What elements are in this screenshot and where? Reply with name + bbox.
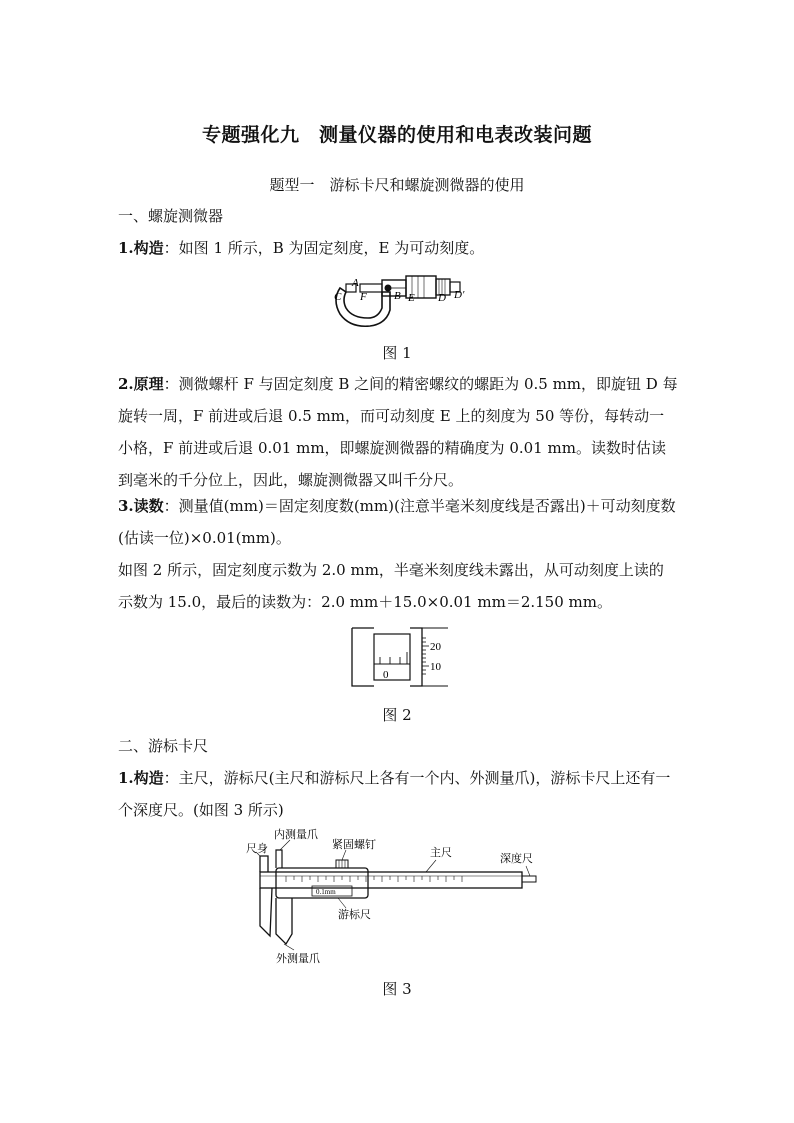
label-C: C (334, 291, 342, 303)
structure-text: ：如图 1 所示，B 为固定刻度，E 为可动刻度。 (163, 239, 485, 257)
label-unit: 0.1mm (316, 888, 336, 896)
label-outer-jaw: 外测量爪 (276, 953, 320, 965)
caliper-fixed-jaw (260, 856, 272, 936)
section2-heading: 二、游标卡尺 (118, 737, 209, 755)
sleeve-scale (374, 634, 410, 680)
reading-text: ：测量值(mm)＝固定刻度数(mm)(注意半毫米刻度线是否露出)＋可动刻度数(估读一位)×0.01(mm)。 (118, 497, 676, 547)
label-E: E (408, 292, 415, 304)
section1-paragraph-reading (118, 490, 678, 554)
section1-paragraph-structure (118, 232, 678, 264)
thimble (410, 628, 422, 686)
label-D: D (438, 292, 446, 304)
figure1-caption: 图 1 (382, 344, 412, 362)
caliper-main-bar (260, 872, 522, 888)
section1-paragraph-principle (118, 368, 678, 496)
section1-paragraph-example: 如图 2 所示，固定刻度示数为 2.0 mm，半毫米刻度线未露出，从可动刻度上读的示数为 15.0，最后的读数为：2.0 mm＋15.0×0.01 mm＝2.150 mm。 (118, 561, 664, 611)
thimble-label-10: 10 (430, 661, 441, 673)
caliper-structure-text: ：主尺，游标尺(主尺和游标尺上各有一个内、外测量爪)，游标卡尺上还有一个深度尺。(如图 3 所示) (118, 769, 671, 819)
vernier-caliper-figure (246, 826, 546, 968)
section1-heading: 一、螺旋测微器 (118, 207, 224, 225)
thimble-label-20: 20 (430, 641, 441, 653)
label-inner-jaw: 内测量爪 (274, 829, 318, 841)
caliper-structure-label: 1.构造 (118, 769, 164, 787)
caliper-inner-jaw (276, 850, 282, 868)
label-F: F (360, 291, 367, 303)
caliper-depth-rod (522, 876, 536, 882)
reading-label: 3.读数 (118, 497, 164, 515)
figure2-caption: 图 2 (382, 706, 412, 724)
principle-text: ：测微螺杆 F 与固定刻度 B 之间的精密螺纹的螺距为 0.5 mm，即旋钮 D 每旋转一周，F 前进或后退 0.5 mm，而可动刻度 E 上的刻度为 50 等份，每转动一小格，F 前进或后退 0.01 mm，即螺旋测微器的精确度为 0.01 mm。读数时估读到毫米的千分位上，因此，螺旋测微器又叫千分尺。 (118, 375, 678, 489)
section2-paragraph-structure (118, 762, 678, 826)
micrometer-figure (330, 270, 470, 332)
label-vernier: 游标尺 (338, 909, 371, 921)
micrometer-reading-figure (350, 624, 450, 690)
caliper-outer-jaw (276, 898, 292, 944)
label-A: A (352, 277, 359, 289)
sleeve-zero-label: 0 (383, 669, 389, 681)
figure3-caption: 图 3 (382, 980, 412, 998)
page-title: 专题强化九 测量仪器的使用和电表改装问题 (201, 124, 592, 146)
label-D-prime: D′ (454, 289, 465, 301)
structure-label: 1.构造 (118, 239, 164, 257)
principle-label: 2.原理 (118, 375, 164, 393)
label-B: B (394, 290, 401, 302)
label-depth-rod: 深度尺 (500, 853, 533, 865)
label-main-scale: 主尺 (430, 847, 452, 859)
section-subtitle: 题型一 游标卡尺和螺旋测微器的使用 (269, 176, 525, 194)
label-body: 尺身 (246, 843, 268, 855)
label-lock-screw: 紧固螺钉 (332, 839, 376, 851)
